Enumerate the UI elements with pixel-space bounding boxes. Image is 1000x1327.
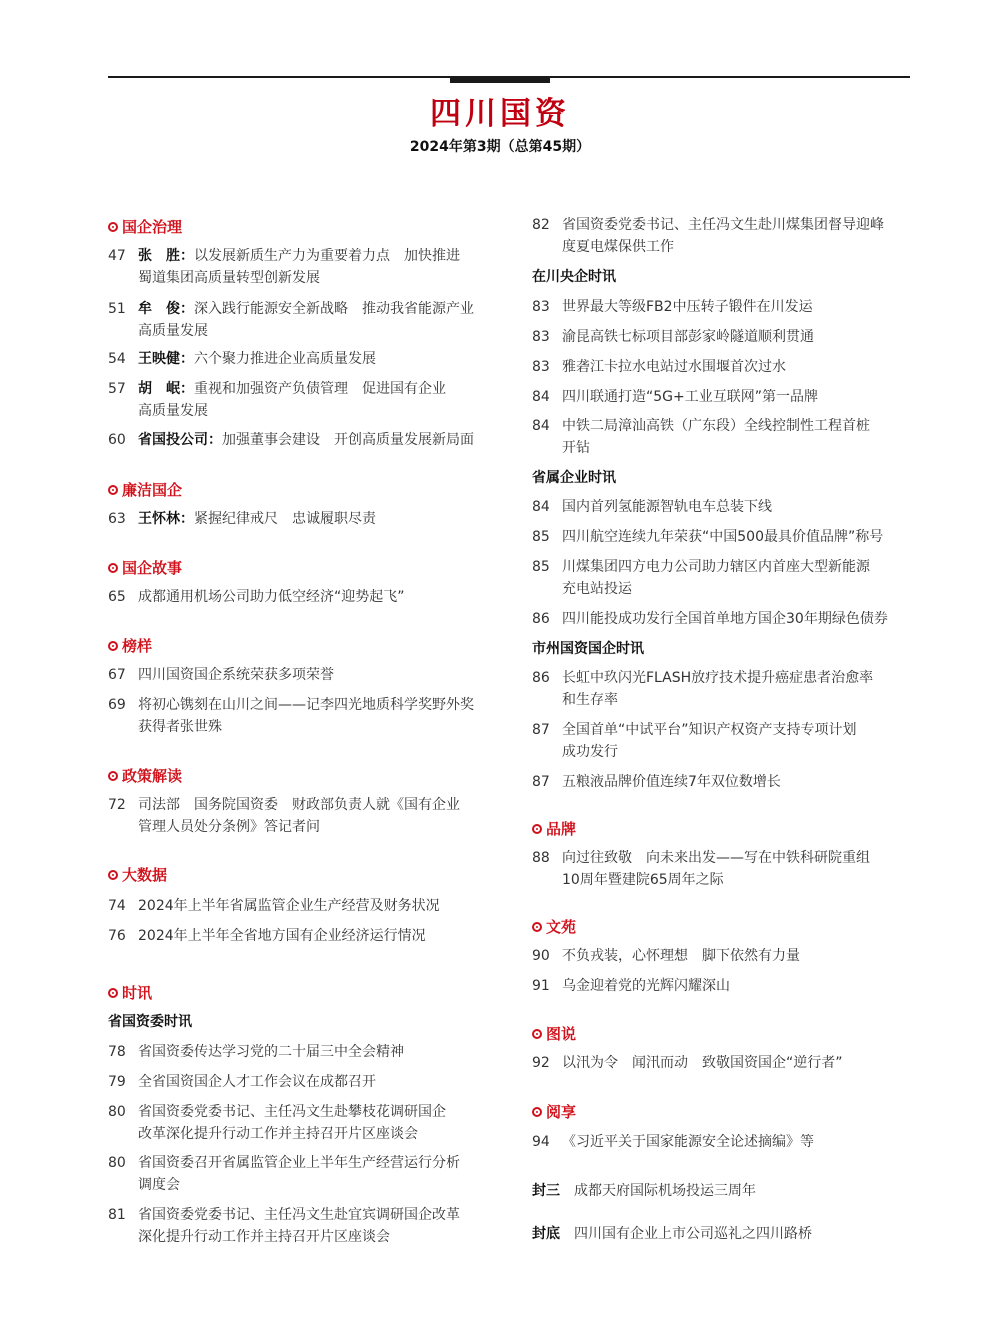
page-number: 69 bbox=[108, 697, 126, 713]
section-heading bbox=[108, 982, 488, 1004]
cover-label: 封底 bbox=[532, 1226, 560, 1242]
section-bullet-icon bbox=[108, 988, 118, 998]
toc-entry[interactable] bbox=[108, 298, 488, 342]
page-number: 85 bbox=[532, 529, 550, 545]
page-number: 54 bbox=[108, 351, 126, 367]
section-title: 大数据 bbox=[122, 866, 168, 884]
page-number: 47 bbox=[108, 248, 126, 264]
section-bullet-icon bbox=[532, 1029, 542, 1039]
section-bullet-icon bbox=[108, 222, 118, 232]
page-number: 87 bbox=[532, 774, 550, 790]
page-number: 84 bbox=[532, 418, 550, 434]
entry-author: 王怀林： bbox=[138, 511, 194, 527]
entry-author: 胡 岷： bbox=[138, 381, 194, 397]
page-number: 82 bbox=[532, 217, 550, 233]
entry-title: 王怀林：紧握纪律戒尺 忠诚履职尽责 bbox=[138, 511, 376, 527]
toc-entry[interactable] bbox=[532, 296, 912, 318]
toc-entry[interactable] bbox=[532, 945, 912, 967]
toc-entry[interactable] bbox=[108, 508, 488, 530]
entry-author: 张 胜： bbox=[138, 248, 194, 264]
section-heading bbox=[108, 864, 488, 886]
toc-entry[interactable] bbox=[108, 1101, 488, 1145]
cover-title: 成都天府国际机场投运三周年 bbox=[574, 1183, 756, 1199]
section-title: 图说 bbox=[546, 1025, 577, 1043]
subsection-title: 省国资委时讯 bbox=[108, 1014, 192, 1030]
section-title: 榜样 bbox=[122, 637, 153, 655]
section-heading bbox=[532, 818, 912, 840]
entry-title: 牟 俊：深入践行能源安全新战略 推动我省能源产业 高质量发展 bbox=[138, 301, 474, 339]
toc-entry[interactable] bbox=[108, 245, 488, 289]
page-number: 84 bbox=[532, 389, 550, 405]
toc-entry[interactable] bbox=[108, 895, 488, 917]
entry-title: 2024年上半年全省地方国有企业经济运行情况 bbox=[138, 928, 426, 944]
toc-entry[interactable] bbox=[532, 556, 912, 600]
page-number: 83 bbox=[532, 359, 550, 375]
section-bullet-icon bbox=[532, 922, 542, 932]
entry-title: 四川航空连续九年荣获“中国500最具价值品牌”称号 bbox=[562, 529, 884, 545]
subsection-title: 市州国资国企时讯 bbox=[532, 641, 644, 657]
toc-entry[interactable] bbox=[532, 847, 912, 891]
section-bullet-icon bbox=[108, 870, 118, 880]
toc-entry[interactable] bbox=[108, 1204, 488, 1248]
toc-entry[interactable] bbox=[108, 1152, 488, 1196]
section-heading bbox=[108, 765, 488, 787]
page-number: 78 bbox=[108, 1044, 126, 1060]
entry-title: 省国资委党委书记、主任冯文生赴宜宾调研国企改革 深化提升行动工作并主持召开片区座谈会 bbox=[138, 1207, 460, 1245]
entry-title: 将初心镌刻在山川之间——记李四光地质科学奖野外奖 获得者张世殊 bbox=[138, 697, 474, 735]
entry-title: 王映健：六个聚力推进企业高质量发展 bbox=[138, 351, 376, 367]
toc-entry[interactable] bbox=[108, 1041, 488, 1063]
toc-entry[interactable] bbox=[108, 378, 488, 422]
page-number: 80 bbox=[108, 1104, 126, 1120]
subsection-title: 省属企业时讯 bbox=[532, 470, 616, 486]
top-rule-tab bbox=[450, 77, 550, 83]
page-number: 90 bbox=[532, 948, 550, 964]
entry-title: 《习近平关于国家能源安全论述摘编》等 bbox=[562, 1134, 814, 1150]
page-number: 72 bbox=[108, 797, 126, 813]
section-bullet-icon bbox=[108, 485, 118, 495]
entry-title: 全省国资国企人才工作会议在成都召开 bbox=[138, 1074, 376, 1090]
page-number: 65 bbox=[108, 589, 126, 605]
toc-entry[interactable] bbox=[532, 608, 912, 630]
page-number: 94 bbox=[532, 1134, 550, 1150]
entry-title: 四川国资国企系统荣获多项荣誉 bbox=[138, 667, 334, 683]
page-number: 86 bbox=[532, 670, 550, 686]
entry-title: 省国资委党委书记、主任冯文生赴川煤集团督导迎峰 度夏电煤保供工作 bbox=[562, 217, 884, 255]
masthead: 四川国资 bbox=[430, 96, 570, 132]
entry-title: 省国投公司：加强董事会建设 开创高质量发展新局面 bbox=[138, 432, 474, 448]
page-number: 79 bbox=[108, 1074, 126, 1090]
page-number: 86 bbox=[532, 611, 550, 627]
section-heading bbox=[532, 1101, 912, 1123]
toc-entry[interactable] bbox=[532, 415, 912, 459]
toc-entry[interactable] bbox=[532, 975, 912, 997]
entry-title: 胡 岷：重视和加强资产负债管理 促进国有企业 高质量发展 bbox=[138, 381, 446, 419]
section-heading bbox=[108, 479, 488, 501]
entry-title: 不负戎装，心怀理想 脚下依然有力量 bbox=[562, 948, 800, 964]
page-number: 57 bbox=[108, 381, 126, 397]
entry-title: 省国资委召开省属监管企业上半年生产经营运行分析 调度会 bbox=[138, 1155, 460, 1193]
subsection-title: 在川央企时讯 bbox=[532, 269, 616, 285]
section-bullet-icon bbox=[532, 1107, 542, 1117]
section-heading bbox=[108, 557, 488, 579]
entry-title: 省国资委党委书记、主任冯文生赴攀枝花调研国企 改革深化提升行动工作并主持召开片区座谈会 bbox=[138, 1104, 446, 1142]
toc-entry[interactable] bbox=[108, 794, 488, 838]
toc-entry[interactable] bbox=[532, 356, 912, 378]
toc-entry[interactable] bbox=[532, 1052, 912, 1074]
section-heading bbox=[108, 216, 488, 238]
entry-title: 四川联通打造“5G+工业互联网”第一品牌 bbox=[562, 389, 818, 405]
page-number: 83 bbox=[532, 299, 550, 315]
toc-entry[interactable] bbox=[108, 429, 488, 451]
page-number: 76 bbox=[108, 928, 126, 944]
page-number: 67 bbox=[108, 667, 126, 683]
section-title: 文苑 bbox=[546, 918, 577, 936]
toc-entry[interactable] bbox=[532, 326, 912, 348]
toc-entry[interactable] bbox=[532, 214, 912, 258]
entry-author: 省国投公司： bbox=[138, 432, 222, 448]
section-bullet-icon bbox=[108, 641, 118, 651]
entry-title: 四川能投成功发行全国首单地方国企30年期绿色债券 bbox=[562, 611, 888, 627]
toc-entry[interactable] bbox=[108, 348, 488, 370]
section-heading bbox=[108, 635, 488, 657]
toc-entry[interactable] bbox=[108, 925, 488, 947]
toc-entry[interactable] bbox=[108, 694, 488, 738]
entry-title: 国内首列氢能源智轨电车总装下线 bbox=[562, 499, 772, 515]
entry-title: 中铁二局漳汕高铁（广东段）全线控制性工程首桩 开钻 bbox=[562, 418, 870, 456]
entry-title: 渝昆高铁七标项目部彭家岭隧道顺利贯通 bbox=[562, 329, 814, 345]
cover-entry[interactable] bbox=[532, 1223, 812, 1245]
cover-entry[interactable] bbox=[532, 1180, 756, 1202]
page-number: 85 bbox=[532, 559, 550, 575]
entry-title: 世界最大等级FB2中压转子锻件在川发运 bbox=[562, 299, 813, 315]
page-number: 80 bbox=[108, 1155, 126, 1171]
page-number: 81 bbox=[108, 1207, 126, 1223]
cover-title: 四川国有企业上市公司巡礼之四川路桥 bbox=[574, 1226, 812, 1242]
toc-entry[interactable] bbox=[532, 1131, 912, 1153]
entry-title: 张 胜：以发展新质生产力为重要着力点 加快推进 蜀道集团高质量转型创新发展 bbox=[138, 248, 460, 286]
toc-entry[interactable] bbox=[108, 1071, 488, 1093]
entry-title: 全国首单“中试平台”知识产权资产支持专项计划 成功发行 bbox=[562, 722, 857, 760]
entry-title: 向过往致敬 向未来出发——写在中铁科研院重组 10周年暨建院65周年之际 bbox=[562, 850, 870, 888]
page-number: 60 bbox=[108, 432, 126, 448]
page-number: 87 bbox=[532, 722, 550, 738]
entry-title: 以汛为令 闻汛而动 致敬国资国企“逆行者” bbox=[562, 1055, 843, 1071]
issue-number: 2024年第3期（总第45期） bbox=[409, 139, 591, 155]
section-title: 品牌 bbox=[546, 820, 577, 838]
page-number: 84 bbox=[532, 499, 550, 515]
toc-entry[interactable] bbox=[532, 526, 912, 548]
section-title: 廉洁国企 bbox=[122, 481, 183, 499]
toc-entry[interactable] bbox=[532, 496, 912, 518]
entry-title: 成都通用机场公司助力低空经济“迎势起飞” bbox=[138, 589, 405, 605]
toc-entry[interactable] bbox=[532, 719, 912, 763]
page-number: 88 bbox=[532, 850, 550, 866]
entry-title: 乌金迎着党的光辉闪耀深山 bbox=[562, 978, 730, 994]
section-title: 时讯 bbox=[122, 984, 153, 1002]
page-number: 92 bbox=[532, 1055, 550, 1071]
entry-author: 王映健： bbox=[138, 351, 194, 367]
section-heading bbox=[532, 1023, 912, 1045]
page-number: 51 bbox=[108, 301, 126, 317]
page-number: 91 bbox=[532, 978, 550, 994]
entry-title: 2024年上半年省属监管企业生产经营及财务状况 bbox=[138, 898, 440, 914]
page-number: 83 bbox=[532, 329, 550, 345]
page-number: 74 bbox=[108, 898, 126, 914]
toc-entry[interactable] bbox=[532, 386, 912, 408]
cover-label: 封三 bbox=[532, 1183, 560, 1199]
section-heading bbox=[532, 916, 912, 938]
section-title: 国企故事 bbox=[122, 559, 183, 577]
section-title: 阅享 bbox=[546, 1103, 577, 1121]
entry-title: 五粮液品牌价值连续7年双位数增长 bbox=[562, 774, 781, 790]
entry-title: 长虹中玖闪光FLASH放疗技术提升癌症患者治愈率 和生存率 bbox=[562, 670, 874, 708]
toc-entry[interactable] bbox=[108, 586, 488, 608]
entry-title: 雅砻江卡拉水电站过水围堰首次过水 bbox=[562, 359, 786, 375]
section-bullet-icon bbox=[108, 563, 118, 573]
entry-title: 省国资委传达学习党的二十届三中全会精神 bbox=[138, 1044, 404, 1060]
section-title: 政策解读 bbox=[122, 767, 183, 785]
section-bullet-icon bbox=[108, 771, 118, 781]
section-title: 国企治理 bbox=[122, 218, 183, 236]
toc-entry[interactable] bbox=[532, 667, 912, 711]
toc-entry[interactable] bbox=[532, 771, 912, 793]
section-bullet-icon bbox=[532, 824, 542, 834]
entry-title: 川煤集团四方电力公司助力辖区内首座大型新能源 充电站投运 bbox=[562, 559, 870, 597]
entry-title: 司法部 国务院国资委 财政部负责人就《国有企业 管理人员处分条例》答记者问 bbox=[138, 797, 460, 835]
page-number: 63 bbox=[108, 511, 126, 527]
entry-author: 牟 俊： bbox=[138, 301, 194, 317]
toc-entry[interactable] bbox=[108, 664, 488, 686]
